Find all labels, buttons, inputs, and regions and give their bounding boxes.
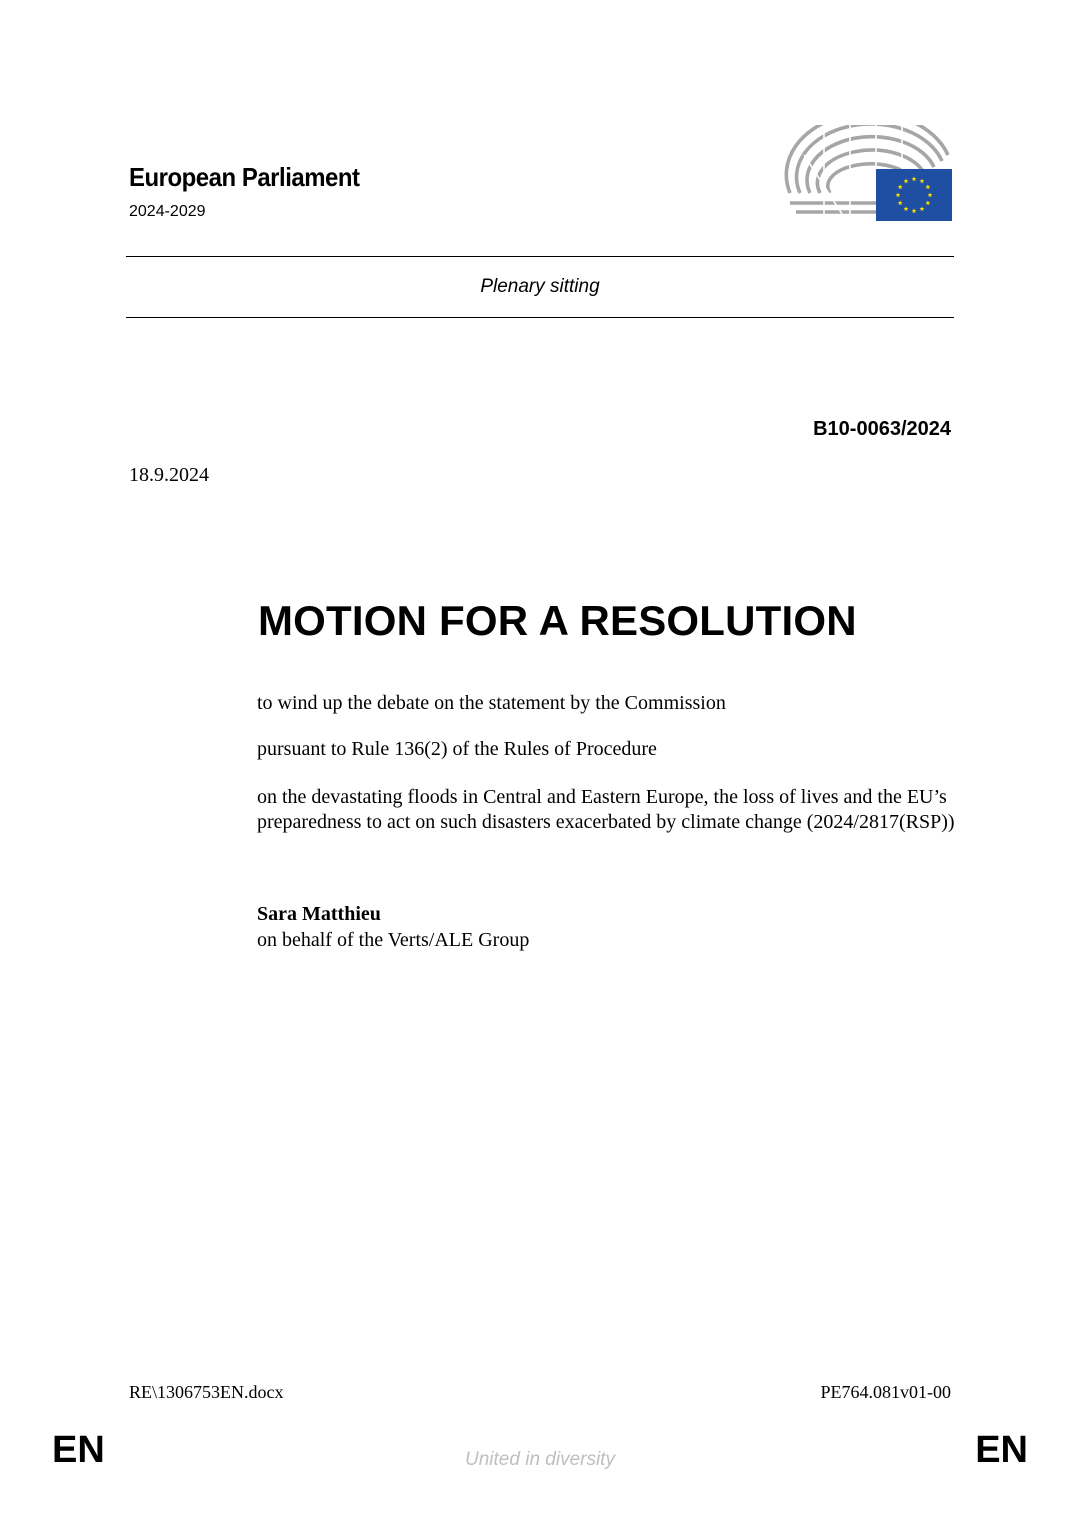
footer-pe-number: PE764.081v01-00 xyxy=(820,1382,951,1402)
author-group: on behalf of the Verts/ALE Group xyxy=(257,929,530,951)
subject-paragraph: to wind up the debate on the statement by the Commission xyxy=(257,692,726,714)
language-code-right: EN xyxy=(975,1429,1028,1471)
author-name: Sara Matthieu xyxy=(257,903,381,925)
organization-name: European Parliament xyxy=(129,162,360,192)
document-date: 18.9.2024 xyxy=(129,464,209,486)
header-rule-top xyxy=(126,256,954,257)
document-reference: B10-0063/2024 xyxy=(813,418,951,440)
subject-paragraph: pursuant to Rule 136(2) of the Rules of Procedure xyxy=(257,738,657,760)
footer-file-name: RE\1306753EN.docx xyxy=(129,1382,284,1402)
subject-paragraph: on the devastating floods in Central and Eastern Europe, the loss of lives and the EU’s preparedness to act on such disasters exacerbated by climate change (2024/2817(RSP)) xyxy=(257,786,955,833)
language-code-left: EN xyxy=(52,1429,105,1471)
parliamentary-term: 2024-2029 xyxy=(129,203,206,220)
footer-motto: United in diversity xyxy=(465,1449,615,1470)
sitting-label: Plenary sitting xyxy=(480,276,600,297)
header-rule-bottom xyxy=(126,317,954,318)
document-type-title: MOTION FOR A RESOLUTION xyxy=(258,597,857,644)
european-parliament-logo xyxy=(784,125,954,223)
